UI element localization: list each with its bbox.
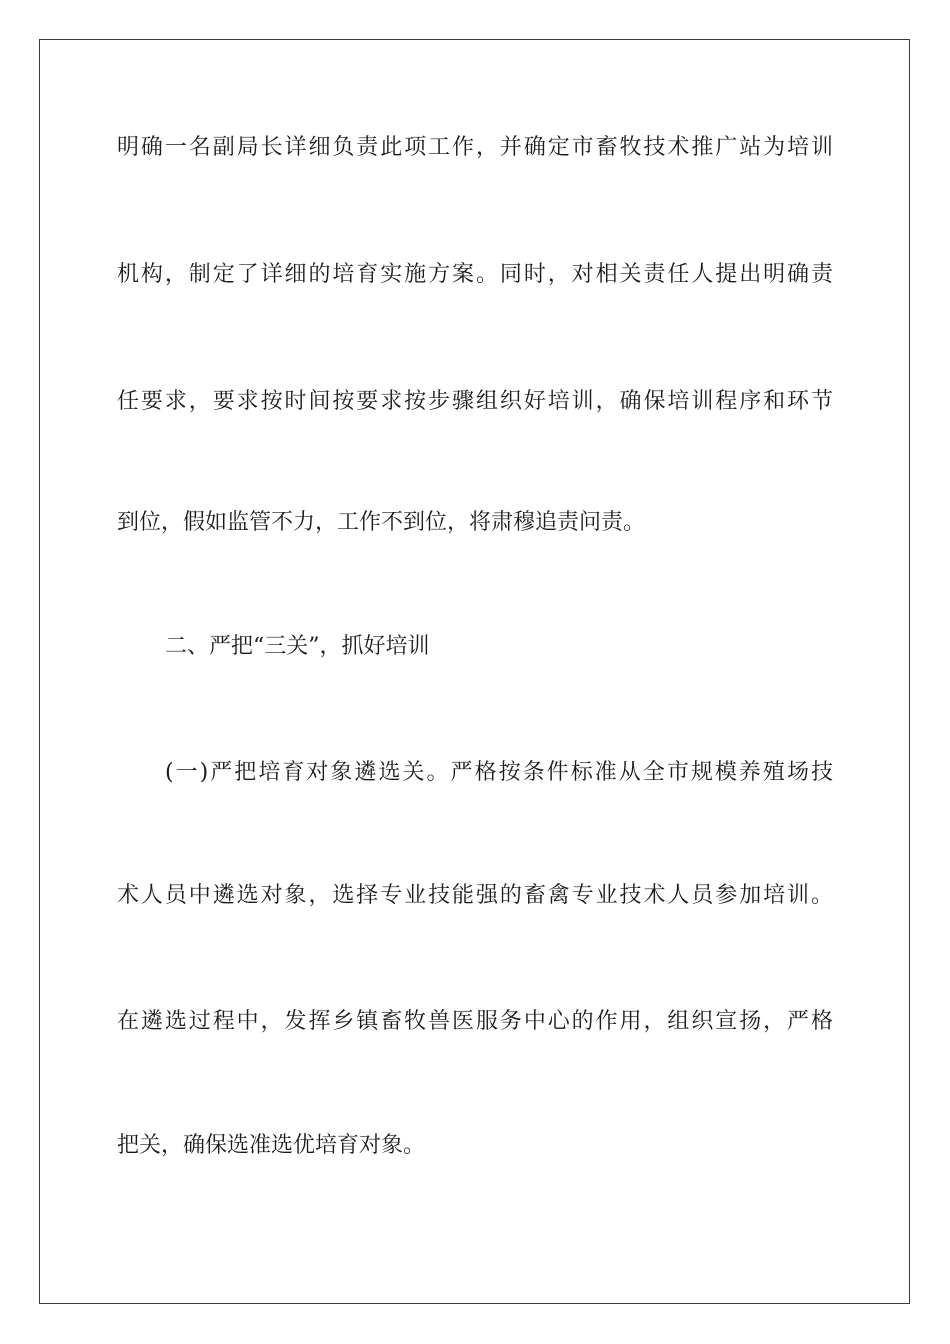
body-text-line: 明确一名副局长详细负责此项工作，并确定市畜牧技术推广站为培训 (117, 135, 833, 160)
body-text-line: 在遴选过程中，发挥乡镇畜牧兽医服务中心的作用，组织宣扬，严格 (117, 1009, 833, 1034)
body-text-line: 术人员中遴选对象，选择专业技能强的畜禽专业技术人员参加培训。 (117, 883, 833, 908)
body-text-line: 把关，确保选准选优培育对象。 (117, 1133, 426, 1158)
body-text-line: 任要求，要求按时间按要求按步骤组织好培训，确保培训程序和环节 (117, 389, 833, 414)
section-heading: 二、严把“三关”，抓好培训 (165, 634, 430, 659)
body-text-line: 到位，假如监管不力，工作不到位，将肃穆追责问责。 (117, 510, 646, 535)
page-border (39, 39, 910, 1304)
body-text-line: 机构，制定了详细的培育实施方案。同时，对相关责任人提出明确责 (117, 262, 833, 287)
subsection-heading-line: (一)严把培育对象遴选关。严格按条件标准从全市规模养殖场技 (165, 760, 833, 785)
